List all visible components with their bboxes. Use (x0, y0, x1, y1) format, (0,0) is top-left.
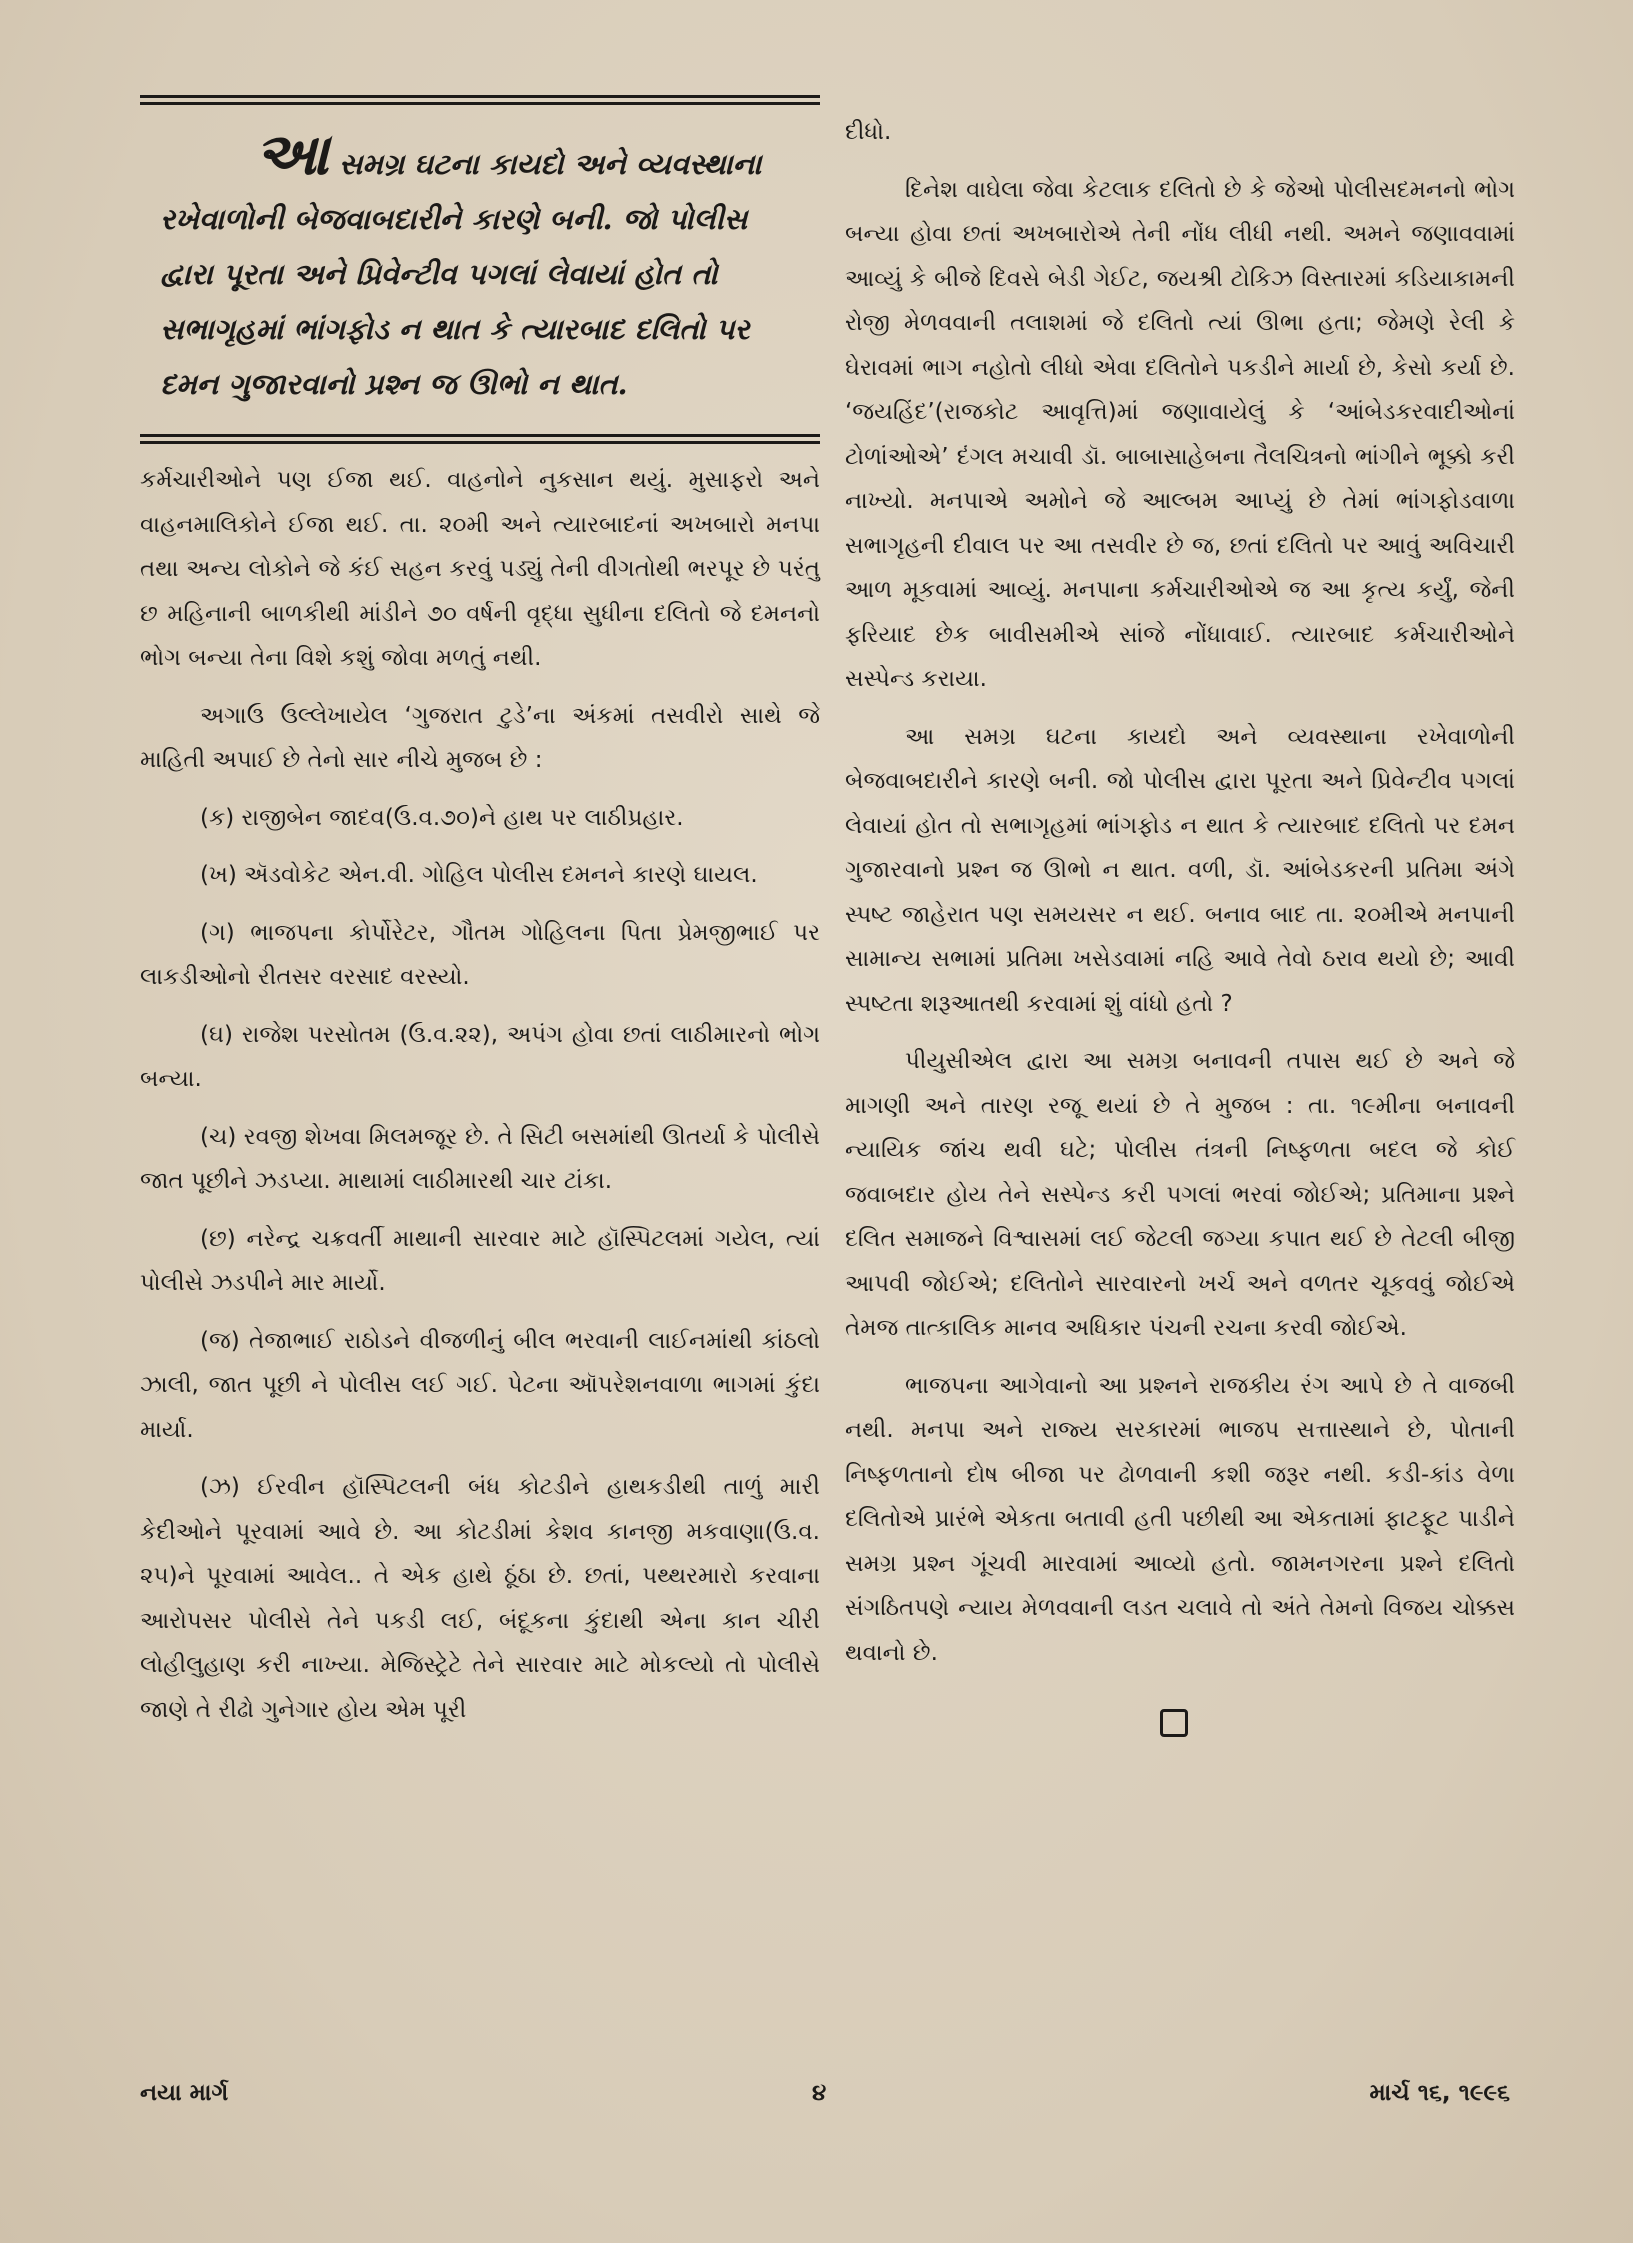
list-item: (ક) રાજીબેન જાદવ(ઉ.વ.૭૦)ને હાથ પર લાઠીપ્રહાર. (200, 804, 684, 831)
list-item: (ગ) ભાજપના કોર્પોરેટર, ગૌતમ ગોહિલના પિતા પ્રેમજીભાઈ પર લાકડીઓનો રીતસર વરસાદ વરસ્યો. (140, 919, 820, 990)
paragraph: આ સમગ્ર ઘટના કાયદો અને વ્યવસ્થાના રખેવાળોની બેજવાબદારીને કારણે બની. જો પોલીસ દ્વારા પૂરતા અને પ્રિવેન્ટીવ પગલાં લેવાયાં હોત તો સભાગૃહમાં ભાંગફોડ ન થાત કે ત્યારબાદ દલિતો પર દમન ગુજારવાનો પ્રશ્ન જ ઊભો ન થાત. વળી, ડૉ. આંબેડકરની પ્રતિમા અંગે સ્પષ્ટ જાહેરાત પણ સમયસર ન થઈ. બનાવ બાદ તા. ૨૦મીએ મનપાની સામાન્ય સભામાં પ્રતિમા ખસેડવામાં નહિ આવે તેવો ઠરાવ થયો છે; આવી સ્પષ્ટતા શરૂઆતથી કરવામાં શું વાંધો હતો ? (845, 723, 1515, 1017)
paragraph: કર્મચારીઓને પણ ઈજા થઈ. વાહનોને નુકસાન થયું. મુસાફરો અને વાહનમાલિકોને ઈજા થઈ. તા. ૨૦મી અને ત્યારબાદનાં અખબારો મનપા તથા અન્ય લોકોને જે કંઈ સહન કરવું પડ્યું તેની વીગતોથી ભરપૂર છે પરંતુ છ મહિનાની બાળકીથી માંડીને ૭૦ વર્ષની વૃદ્ધા સુધીના દલિતો જે દમનનો ભોગ બન્યા તેના વિશે કશું જોવા મળતું નથી. (140, 467, 820, 671)
paragraph: ભાજપના આગેવાનો આ પ્રશ્નને રાજકીય રંગ આપે છે તે વાજબી નથી. મનપા અને રાજ્ય સરકારમાં ભાજપ સત્તાસ્થાને છે, પોતાની નિષ્ફળતાનો દોષ બીજા પર ઢોળવાની કશી જરૂર નથી. કડી-કાંડ વેળા દલિતોએ પ્રારંભે એકતા બતાવી હતી પછીથી આ એકતામાં ફાટફૂટ પાડીને સમગ્ર પ્રશ્ન ગૂંચવી મારવામાં આવ્યો હતો. જામનગરના પ્રશ્ને દલિતો સંગઠિતપણે ન્યાય મેળવવાની લડત ચલાવે તો અંતે તેમનો વિજય ચોક્કસ થવાનો છે. (845, 1372, 1515, 1666)
publication-name: નયા માર્ગ (140, 2080, 229, 2106)
list-item: (છ) નરેન્દ્ર ચક્રવર્તી માથાની સારવાર માટે હૉસ્પિટલમાં ગયેલ, ત્યાં પોલીસે ઝડપીને માર માર્યો. (140, 1225, 820, 1296)
pull-quote (140, 105, 820, 434)
paragraph: પીયુસીએલ દ્વારા આ સમગ્ર બનાવની તપાસ થઈ છે અને જે માગણી અને તારણ રજૂ થયાં છે તે મુજબ : તા. ૧૯મીના બનાવની ન્યાયિક જાંચ થવી ઘટે; પોલીસ તંત્રની નિષ્ફળતા બદલ જે કોઈ જવાબદાર હોય તેને સસ્પેન્ડ કરી પગલાં ભરવાં જોઈએ; પ્રતિમાના પ્રશ્ને દલિત સમાજને વિશ્વાસમાં લઈ જેટલી જગ્યા કપાત થઈ છે તેટલી બીજી આપવી જોઈએ; દલિતોને સારવારનો ખર્ચ અને વળતર ચૂકવવું જોઈએ તેમજ તાત્કાલિક માનવ અધિકાર પંચની રચના કરવી જોઈએ. (845, 1048, 1515, 1341)
page-number: ૪ (812, 2080, 827, 2106)
list-item: (ઘ) રાજેશ પરસોતમ (ઉ.વ.૨૨), અપંગ હોવા છતાં લાઠીમારનો ભોગ બન્યા. (140, 1021, 820, 1092)
paragraph: દિનેશ વાઘેલા જેવા કેટલાક દલિતો છે કે જેઓ પોલીસદમનનો ભોગ બન્યા હોવા છતાં અખબારોએ તેની નોંધ લીધી નથી. અમને જણાવવામાં આવ્યું કે બીજે દિવસે બેડી ગેઈટ, જયશ્રી ટોકિઝ વિસ્તારમાં કડિયાકામની રોજી મેળવવાની તલાશમાં જે દલિતો ત્યાં ઊભા હતા; જેમણે રેલી કે ઘેરાવમાં ભાગ નહોતો લીધો એવા દલિતોને પકડીને માર્યા છે, કેસો કર્યા છે. ‘જયહિંદ’(રાજકોટ આવૃત્તિ)માં જણાવાયેલું કે ‘આંબેડકરવાદીઓનાં ટોળાંઓએ’ દંગલ મચાવી ડૉ. બાબાસાહેબના તૈલચિત્રનો ભાંગીને ભૂક્કો કરી નાખ્યો. મનપાએ અમોને જે આલ્બમ આપ્યું છે તેમાં ભાંગફોડવાળા સભાગૃહની દીવાલ પર આ તસવીર છે જ, છતાં દલિતો પર આવું અવિચારી આળ મૂકવામાં આવ્યું. મનપાના કર્મચારીઓએ જ આ કૃત્ય કર્યું, જેની ફરિયાદ છેક બાવીસમીએ સાંજે નોંધાવાઈ. ત્યારબાદ કર્મચારીઓને સસ્પેન્ડ કરાયા. (845, 176, 1515, 692)
issue-date: માર્ચ ૧૬, ૧૯૯૬ (1369, 2080, 1510, 2106)
list-item: (ઝ) ઈરવીન હૉસ્પિટલની બંધ કોટડીને હાથકડીથી તાળું મારી કેદીઓને પૂરવામાં આવે છે. આ કોટડીમાં કેશવ કાનજી મકવાણા(ઉ.વ. ૨૫)ને પૂરવામાં આવેલ.. તે એક હાથે ઠૂંઠા છે. છતાં, પથ્થરમારો કરવાના આરોપસર પોલીસે તેને પકડી લઈ, બંદૂકના કુંદાથી એના કાન ચીરી લોહીલુહાણ કરી નાખ્યા. મેજિસ્ટ્રેટે તેને સારવાર માટે મોકલ્યો તો પોલીસે જાણે તે રીઢો ગુનેગાર હોય એમ પૂરી (140, 1474, 820, 1723)
pull-quote-top-rule (140, 95, 820, 105)
list-item: (જ) તેજાભાઈ રાઠોડને વીજળીનું બીલ ભરવાની લાઈનમાંથી કાંઠલો ઝાલી, જાત પૂછી ને પોલીસ લઈ ગઈ. પેટના ઑપરેશનવાળા ભાગમાં કુંદા માર્યા. (140, 1327, 820, 1443)
left-column (140, 95, 820, 1745)
pull-quote-bottom-rule (140, 434, 820, 444)
list-item: (ખ) ઍડવોકેટ એન.વી. ગોહિલ પોલીસ દમનને કારણે ઘાયલ. (200, 862, 758, 888)
list-item: (ચ) રવજી શેખવા મિલમજૂર છે. તે સિટી બસમાંથી ઊતર્યા કે પોલીસે જાત પૂછીને ઝડપ્યા. માથામાં લાઠીમારથી ચાર ટાંકા. (140, 1123, 820, 1194)
pull-quote-lead-letter: આ (255, 120, 329, 188)
pull-quote-text: સમગ્ર ઘટના કાયદો અને વ્યવસ્થાના રખેવાળોની બેજવાબદારીને કારણે બની. જો પોલીસ દ્વારા પૂરતા અને પ્રિવેન્ટીવ પગલાં લેવાયાં હોત તો સભાગૃહમાં ભાંગફોડ ન થાત કે ત્યારબાદ દલિતો પર દમન ગુજારવાનો પ્રશ્ન જ ઊભો ન થાત. (160, 147, 762, 401)
page-footer (140, 2080, 1510, 2120)
right-column (845, 110, 1515, 1737)
paragraph: અગાઉ ઉલ્લેખાયેલ ‘ગુજરાત ટુડે’ના અંકમાં તસવીરો સાથે જે માહિતી અપાઈ છે તેનો સાર નીચે મુજબ છે : (140, 702, 820, 773)
paragraph: દીધો. (845, 119, 892, 145)
end-of-article-mark (1160, 1709, 1188, 1737)
